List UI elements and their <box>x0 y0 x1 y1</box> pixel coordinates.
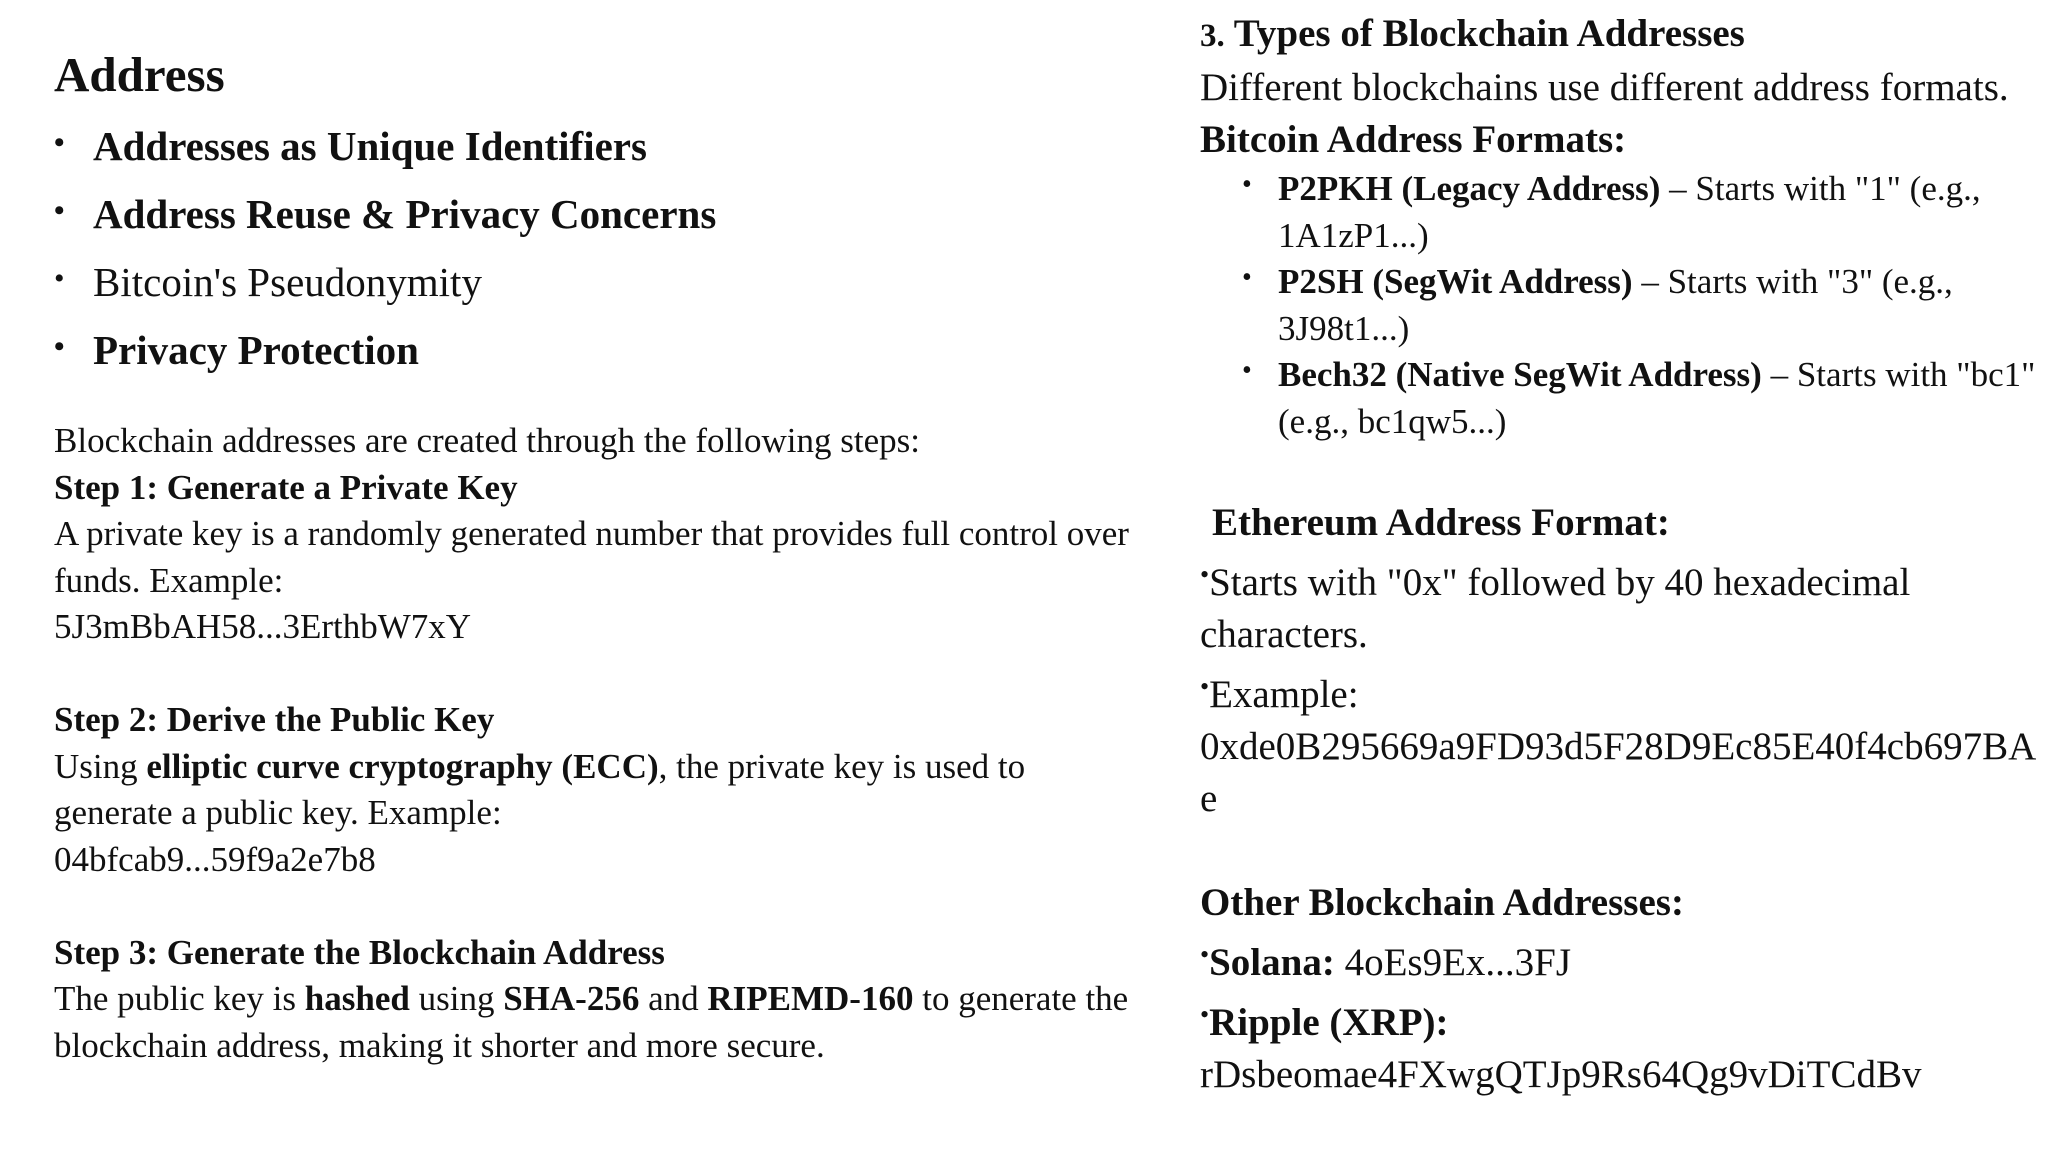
step-3-text: The public key is hashed using SHA-256 and RIPEMD-160 to generate the blockchain address, making it shorter and more secure. <box>54 979 1129 1065</box>
step-3 <box>54 930 1134 1070</box>
topic-item: • Privacy Protection <box>54 316 1134 384</box>
other-heading: Other Blockchain Addresses: <box>1200 881 1684 924</box>
step-1-text: A private key is a randomly generated number that provides full control over funds. Example: <box>54 514 1129 600</box>
bitcoin-format-item: • Bech32 (Native SegWit Address) – Starts with "bc1" (e.g., bc1qw5...) <box>1278 352 2040 445</box>
topic-item: • Address Reuse & Privacy Concerns <box>54 180 1134 248</box>
bitcoin-heading: Bitcoin Address Formats: <box>1200 118 1627 161</box>
solana-line: •Solana: 4oEs9Ex...3FJ <box>1200 940 1572 984</box>
step-1-heading: Step 1: Generate a Private Key <box>54 467 518 507</box>
topic-item: • Addresses as Unique Identifiers <box>54 112 1134 180</box>
page-title: Address <box>54 47 225 102</box>
bitcoin-format-item: • P2PKH (Legacy Address) – Starts with "1" (e.g., 1A1zP1...) <box>1278 166 2040 259</box>
ethereum-example-address: 0xde0B295669a9FD93d5F28D9Ec85E40f4cb697BAe <box>1200 725 2037 820</box>
right-column <box>1200 8 2040 1101</box>
topic-item: • Bitcoin's Pseudonymity <box>54 248 1134 316</box>
step-3-heading: Step 3: Generate the Blockchain Address <box>54 932 665 972</box>
bitcoin-format-list <box>1200 166 2040 445</box>
topic-list <box>54 112 1134 384</box>
left-column <box>54 40 1134 1069</box>
step-2 <box>54 697 1134 883</box>
spacer <box>54 651 1134 698</box>
section-intro: Different blockchains use different address formats. <box>1200 66 2009 109</box>
step-2-heading: Step 2: Derive the Public Key <box>54 700 495 739</box>
section-title: Types of Blockchain Addresses <box>1233 12 1745 55</box>
step-1 <box>54 465 1134 651</box>
ripple-line: •Ripple (XRP): <box>1200 1000 1449 1044</box>
bitcoin-format-item: • P2SH (SegWit Address) – Starts with "3" (e.g., 3J98t1...) <box>1278 259 2040 352</box>
spacer <box>1200 825 2040 877</box>
step-1-example: 5J3mBbAH58...3ErthbW7xY <box>54 607 472 646</box>
step-2-text: Using elliptic curve cryptography (ECC), the private key is used to generate a public key. Example: <box>54 746 1026 832</box>
ethereum-example-label: •Example: <box>1200 672 1359 716</box>
ethereum-format-line: •Starts with "0x" followed by 40 hexadecimal characters. <box>1200 560 1911 656</box>
step-2-example: 04bfcab9...59f9a2e7b8 <box>54 839 376 879</box>
ethereum-heading: Ethereum Address Format: <box>1212 501 1670 544</box>
section-number: 3. <box>1200 18 1225 54</box>
ripple-address: rDsbeomae4FXwgQTJp9Rs64Qg9vDiTCdBv <box>1200 1053 1922 1096</box>
section-heading <box>1200 8 2040 62</box>
spacer <box>54 883 1134 930</box>
creation-intro: Blockchain addresses are created through the following steps: <box>54 421 920 460</box>
spacer <box>1200 445 2040 497</box>
